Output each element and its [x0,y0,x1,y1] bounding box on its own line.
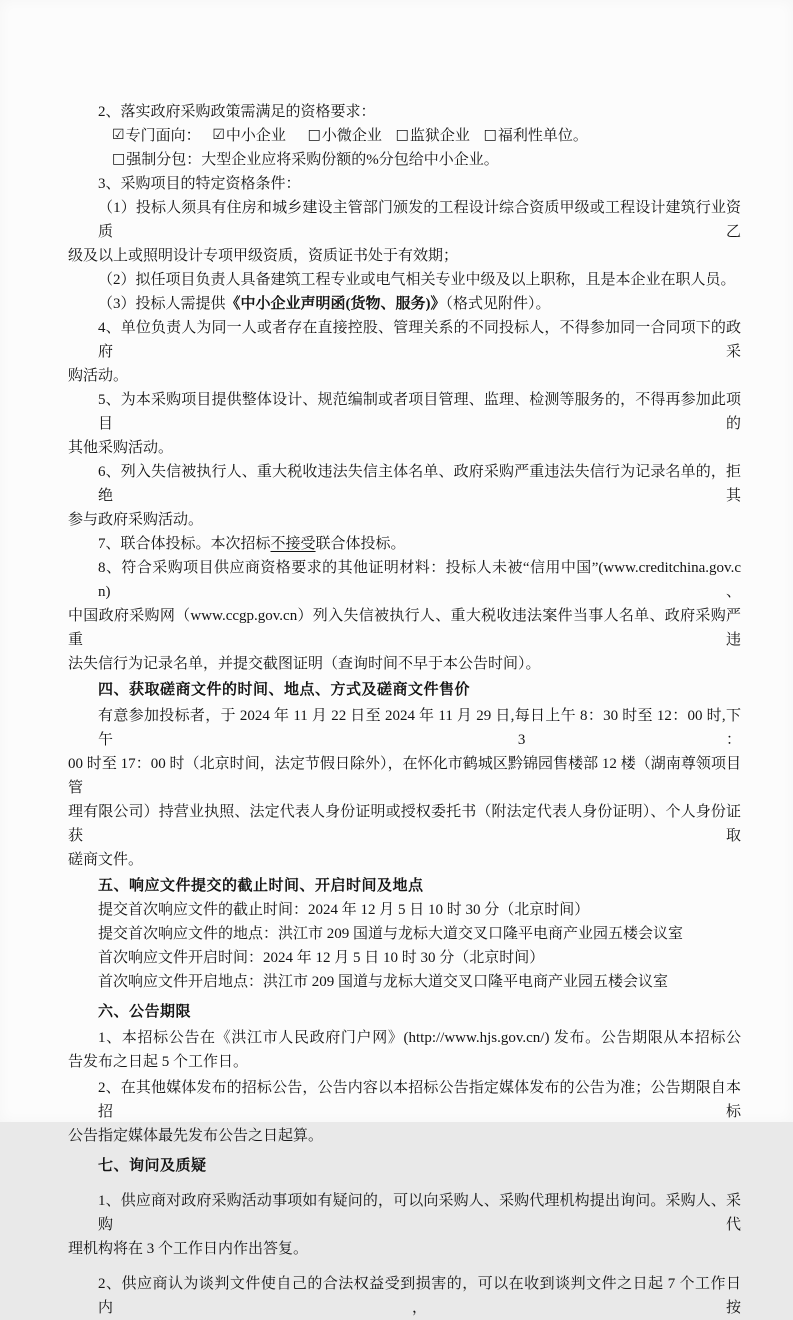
option-prison-enterprises [396,124,470,148]
clause-2-policy-title: 2、落实政府采购政策需满足的资格要求： [98,104,376,120]
clause-6-line2: 参与政府采购活动。 [68,512,204,528]
section-4-line3: 理有限公司）持营业执照、法定代表人身份证明或授权委托书（附法定代表人身份证明）、个人身份证获取 [68,804,741,844]
document-content [68,100,741,1320]
section-6-p1-line2: 告发布之日起 5 个工作日。 [68,1054,249,1070]
clause-7-pre: 7、联合体投标。本次招标 [98,536,271,552]
option-label: 小微企业 [321,128,382,144]
clause-4-line1: 4、单位负责人为同一人或者存在直接控股、管理关系的不同投标人，不得参加同一合同项下的政府采 [98,320,741,360]
option-label: 专门面向： [125,128,201,144]
checkbox-checked-icon: ☑ [212,127,225,143]
section-6-heading: 六、公告期限 [98,1004,192,1020]
not-accepted-underlined: 不接受 [270,536,316,552]
clause-8-line2: 中国政府采购网（www.ccgp.gov.cn）列入失信被执行人、重大税收违法案件当事人名单、政府采购严重违 [68,608,741,648]
submission-deadline: 提交首次响应文件的截止时间：2024 年 12 月 5 日 10 时 30 分（北京时间） [98,902,590,918]
option-welfare-units [484,124,588,148]
section-7-heading: 七、询问及质疑 [98,1158,207,1174]
checkbox-unchecked-icon: □ [307,127,321,143]
condition-3-pre: （3）投标人需提供 [98,296,226,312]
section-4-line2: 00 时至 17：00 时（北京时间，法定节假日除外），在怀化市鹤城区黔锦园售楼部 12 楼（湖南尊领项目管 [68,756,741,796]
section-6-p2-line1: 2、在其他媒体发布的招标公告，公告内容以本招标公告指定媒体发布的公告为准；公告期限自本招标 [98,1080,741,1120]
checkbox-checked-icon: ☑ [112,127,125,143]
opening-time: 首次响应文件开启时间：2024 年 12 月 5 日 10 时 30 分（北京时间） [98,950,545,966]
section-4-heading: 四、获取磋商文件的时间、地点、方式及磋商文件售价 [98,682,471,698]
sme-declaration-title: 《中小企业声明函(货物、服务)》 [225,296,446,312]
condition-1-line1: （1）投标人须具有住房和城乡建设主管部门颁发的工程设计综合资质甲级或工程设计建筑行业资质乙 [98,200,741,240]
option-specially-oriented [112,124,201,148]
clause-7-joint-bid [68,532,741,556]
section-7-p1-line2: 理机构将在 3 个工作日内作出答复。 [68,1241,309,1257]
option-label: 中小企业 [225,128,286,144]
section-4-line1: 有意参加投标者，于 2024 年 11 月 22 日至 2024 年 11 月 29 日,每日上午 8：30 时至 12：00 时,下午 3： [98,708,741,748]
submission-location: 提交首次响应文件的地点：洪江市 209 国道与龙标大道交叉口隆平电商产业园五楼会议室 [98,926,684,942]
opening-location: 首次响应文件开启地点：洪江市 209 国道与龙标大道交叉口隆平电商产业园五楼会议室 [98,974,669,990]
clause-4-line2: 购活动。 [68,368,129,384]
policy-options-row [68,124,741,148]
condition-3-post: （格式见附件）。 [445,296,551,312]
section-6-p1-line1: 1、本招标公告在《洪江市人民政府门户网》(http://www.hjs.gov.cn/) 发布。公告期限从本招标公 [98,1030,741,1046]
clause-3-specific-title: 3、采购项目的特定资格条件： [98,176,301,192]
option-forced-subcontract [68,148,741,172]
clause-5-line1: 5、为本采购项目提供整体设计、规范编制或者项目管理、监理、检测等服务的，不得再参加此项目的 [98,392,741,432]
clause-7-post: 联合体投标。 [315,536,406,552]
condition-1-line2: 级及以上或照明设计专项甲级资质，资质证书处于有效期； [68,248,459,264]
option-label: 强制分包：大型企业应将采购份额的%分包给中小企业。 [126,152,499,168]
option-label: 福利性单位。 [497,128,588,144]
clause-8-line1: 8、符合采购项目供应商资格要求的其他证明材料：投标人未被“信用中国”(www.creditchina.gov.cn)、 [98,560,741,600]
condition-2: （2）拟任项目负责人具备建筑工程专业或电气相关专业中级及以上职称，且是本企业在职人员。 [98,272,736,288]
option-label: 监狱企业 [409,128,470,144]
section-6-p2-line2: 公告指定媒体最先发布公告之日起算。 [68,1128,324,1144]
option-micro-enterprises [308,124,382,148]
clause-5-line2: 其他采购活动。 [68,440,174,456]
checkbox-unchecked-icon: □ [395,127,409,143]
section-4-line4: 磋商文件。 [68,852,144,868]
section-7-p2: 2、供应商认为谈判文件使自己的合法权益受到损害的，可以在收到谈判文件之日起 7 个工作日内，按 [98,1276,741,1316]
option-smes [212,124,286,148]
condition-3 [68,292,741,316]
checkbox-unchecked-icon: □ [112,151,126,167]
clause-6-line1: 6、列入失信被执行人、重大税收违法失信主体名单、政府采购严重违法失信行为记录名单的，拒绝其 [98,464,741,504]
section-7-p1-line1: 1、供应商对政府采购活动事项如有疑问的，可以向采购人、采购代理机构提出询问。采购人、采购代 [98,1193,741,1233]
checkbox-unchecked-icon: □ [483,127,497,143]
section-5-heading: 五、响应文件提交的截止时间、开启时间及地点 [98,878,424,894]
clause-8-line3: 法失信行为记录名单，并提交截图证明（查询时间不早于本公告时间）。 [68,656,541,672]
